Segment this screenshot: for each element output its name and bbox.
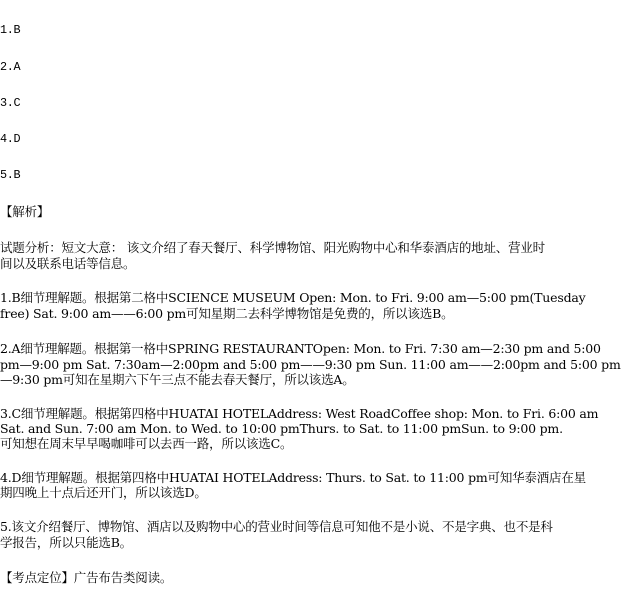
explanation-2-line: —9:30 pm可知在星期六下午三点不能去春天餐厅，所以该选A。 — [0, 372, 355, 387]
explanation-1-line: free) Sat. 9:00 am——6:00 pm可知星期二去科学博物馆是免费的，所以该选B。 — [0, 306, 454, 321]
explanation-4-line: 期四晚上十点后还开门，所以该选D。 — [0, 485, 207, 500]
explanation-3-line: 可知想在周末早早喝咖啡可以去西一路，所以该选C。 — [0, 436, 293, 451]
answer-line-4: 4.D — [0, 132, 21, 146]
summary-line: 间以及联系电话等信息。 — [0, 256, 136, 271]
summary-line: 试题分析：短文大意： 该文介绍了春天餐厅、科学博物馆、阳光购物中心和华泰酒店的地址、营业时 — [0, 240, 545, 255]
key-point-line: 【考点定位】广告布告类阅读。 — [0, 570, 173, 585]
explanation-3-line: 3.C细节理解题。根据第四格中HUATAI HOTELAddress: West RoadCoffee shop: Mon. to Fri. 6:00 am — [0, 406, 599, 421]
explanation-3-line: Sat. and Sun. 7:00 am Mon. to Wed. to 10:00 pmThurs. to Sat. to 11:00 pmSun. to 9:00 pm. — [0, 421, 563, 436]
explanation-5-line: 5.该文介绍餐厅、博物馆、酒店以及购物中心的营业时间等信息可知他不是小说、不是字典、也不是科 — [0, 519, 553, 534]
explanation-2-line: 2.A细节理解题。根据第一格中SPRING RESTAURANTOpen: Mon. to Fri. 7:30 am—2:30 pm and 5:00 — [0, 341, 601, 356]
answer-line-1: 1.B — [0, 23, 21, 37]
answer-line-3: 3.C — [0, 96, 21, 110]
explanation-2-line: pm—9:00 pm Sat. 7:30am—2:00pm and 5:00 pm——9:30 pm Sun. 11:00 am——2:00pm and 5:00 pm — [0, 357, 621, 372]
explanation-4-line: 4.D细节理解题。根据第四格中HUATAI HOTELAddress: Thurs. to Sat. to 11:00 pm可知华泰酒店在星 — [0, 470, 586, 485]
answer-line-2: 2.A — [0, 60, 21, 74]
explanation-1-line: 1.B细节理解题。根据第二格中SCIENCE MUSEUM Open: Mon. to Fri. 9:00 am—5:00 pm(Tuesday — [0, 290, 586, 305]
explanation-5-line: 学报告，所以只能选B。 — [0, 535, 132, 550]
answer-line-5: 5.B — [0, 168, 21, 182]
analysis-heading: 【解析】 — [0, 204, 50, 219]
